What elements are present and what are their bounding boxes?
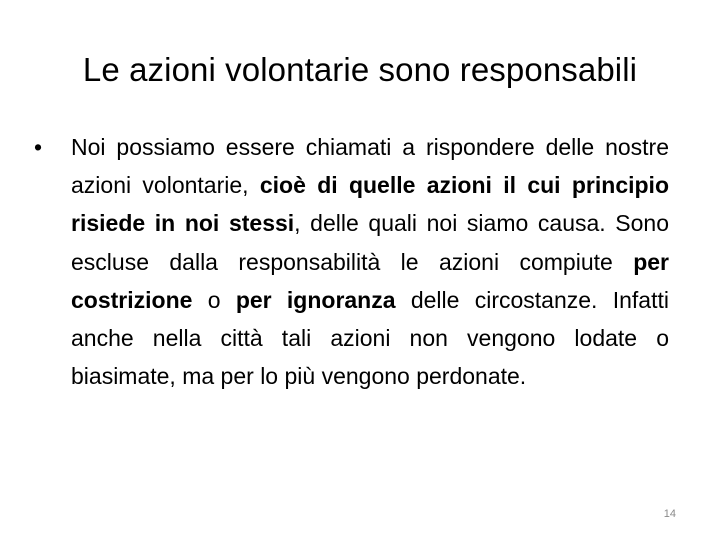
bullet-item xyxy=(34,128,674,395)
body-text-3: o xyxy=(192,286,236,313)
body-bold-1: cioè di quelle azioni il cui principio risiede in noi stessi xyxy=(71,172,669,237)
body-text-2: , delle quali noi siamo causa. Sono escluse dalla responsabilità le azioni compiute xyxy=(71,210,670,275)
body-text-1: Noi possiamo essere chiamati a rispondere delle nostre azioni volontarie, xyxy=(71,134,669,199)
bullet-text xyxy=(71,128,669,395)
body-bold-2: per costrizione xyxy=(71,248,669,313)
slide-title: Le azioni volontarie sono responsabili xyxy=(82,51,638,88)
body-bold-3: per ignoranza xyxy=(235,286,396,313)
bullet-icon: • xyxy=(34,134,43,160)
page-number: 14 xyxy=(663,508,676,520)
body-text-4: delle circostanze. Infatti anche nella città tali azioni non vengono lodate o biasimate, ma per lo più vengono perdonate. xyxy=(71,286,669,390)
